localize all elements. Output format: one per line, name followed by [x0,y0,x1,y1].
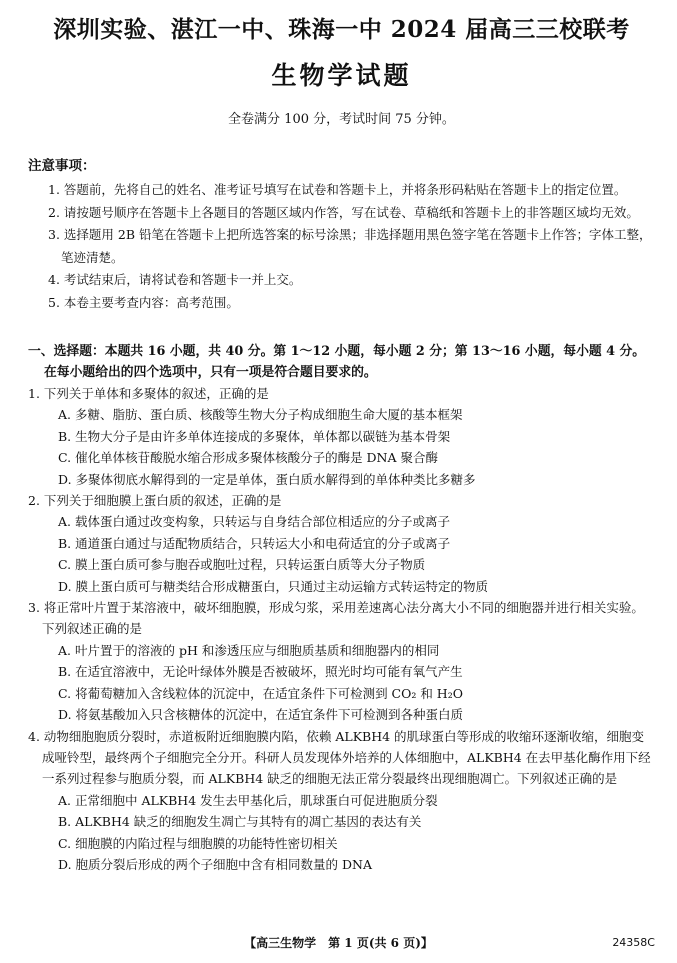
question-4 [28,726,655,876]
question-option: A. 正常细胞中 ALKBH4 发生去甲基化后，肌球蛋白可促进胞质分裂 [58,792,438,808]
question-stem: 3. 将正常叶片置于某溶液中，破坏细胞膜，形成匀浆，采用差速离心法分离大小不同的细胞器并进行相关实验。下列叙述正确的是 [28,600,644,637]
notice-list [28,179,655,314]
question-stem: 1. 下列关于单体和多聚体的叙述，正确的是 [28,386,269,401]
footer-exam-code: 24358C [612,936,655,949]
question-option: D. 将氨基酸加入只含核糖体的沉淀中，在适宜条件下可检测到各种蛋白质 [58,707,464,723]
footer-page-label: 【高三生物学 第 1 页(共 6 页)】 [244,936,433,950]
question-option: C. 将葡萄糖加入含线粒体的沉淀中，在适宜条件下可检测到 CO₂ 和 H₂O [58,685,463,701]
question-option: B. 生物大分子是由许多单体连接成的多聚体，单体都以碳链为基本骨架 [58,428,451,444]
subject-title: 生物学试题 [271,61,412,90]
question-option: B. 通道蛋白通过与适配物质结合，只转运大小和电荷适宜的分子或离子 [58,535,451,551]
question-option: D. 膜上蛋白质可与糖类结合形成糖蛋白，只通过主动运输方式转运特定的物质 [58,578,489,594]
page-footer [0,933,677,953]
notice-item: 3. 选择题用 2B 铅笔在答题卡上把所选答案的标号涂黑；非选择题用黑色签字笔在答题卡上作答；字体工整，笔迹清楚。 [48,227,652,265]
exam-title: 深圳实验、湛江一中、珠海一中 2024 届高三三校联考 [53,16,630,43]
question-option: C. 细胞膜的内陷过程与细胞膜的功能特性密切相关 [58,835,338,851]
notice-item: 1. 答题前，先将自己的姓名、准考证号填写在试卷和答题卡上，并将条形码粘贴在答题卡上的指定位置。 [48,182,627,197]
question-option: C. 膜上蛋白质可参与胞吞或胞吐过程，只转运蛋白质等大分子物质 [58,557,426,573]
question-option: D. 胞质分裂后形成的两个子细胞中含有相同数量的 DNA [58,856,372,872]
question-1 [28,383,655,490]
question-option: A. 载体蛋白通过改变构象，只转运与自身结合部位相适应的分子或离子 [58,514,450,530]
question-stem: 4. 动物细胞胞质分裂时，赤道板附近细胞膜内陷，依赖 ALKBH4 的肌球蛋白等形成的收缩环逐渐收缩，细胞变成哑铃型，最终两个子细胞完全分开。科研人员发现体外培养的人体细胞中，ALKBH4 在去甲基化酶作用下经一系列过程参与胞质分裂，而 ALKBH4 缺乏的细胞无法正常分裂最终出现细胞凋亡。下列叙述正确的是 [28,728,651,787]
notice-item: 2. 请按题号顺序在答题卡上各题目的答题区域内作答，写在试卷、草稿纸和答题卡上的非答题区域均无效。 [48,204,639,220]
exam-info: 全卷满分 100 分，考试时间 75 分钟。 [228,112,455,127]
question-stem: 2. 下列关于细胞膜上蛋白质的叙述，正确的是 [28,493,282,509]
question-option: A. 叶片置于的溶液的 pH 和渗透压应与细胞质基质和细胞器内的相同 [58,642,440,658]
notice-item: 5. 本卷主要考查内容：高考范围。 [48,294,239,310]
notice-heading: 注意事项： [28,158,96,174]
section-heading: 一、选择题：本题共 16 小题，共 40 分。第 1～12 小题，每小题 2 分；第 13～16 小题，每小题 4 分。在每小题给出的四个选项中，只有一项是符合题目要求的。 [28,344,646,380]
question-3 [28,597,655,725]
question-option: A. 多糖、脂肪、蛋白质、核酸等生物大分子构成细胞生命大厦的基本框架 [58,407,463,423]
question-option: B. ALKBH4 缺乏的细胞发生凋亡与其特有的凋亡基因的表达有关 [58,814,422,830]
question-2 [28,490,655,597]
question-option: B. 在适宜溶液中，无论叶绿体外膜是否被破坏，照光时均可能有氧气产生 [58,664,463,680]
question-option: D. 多聚体彻底水解得到的一定是单体，蛋白质水解得到的单体种类比多糖多 [58,471,476,487]
notice-item: 4. 考试结束后，请将试卷和答题卡一并上交。 [48,272,302,287]
question-option: C. 催化单体核苷酸脱水缩合形成多聚体核酸分子的酶是 DNA 聚合酶 [58,450,438,466]
